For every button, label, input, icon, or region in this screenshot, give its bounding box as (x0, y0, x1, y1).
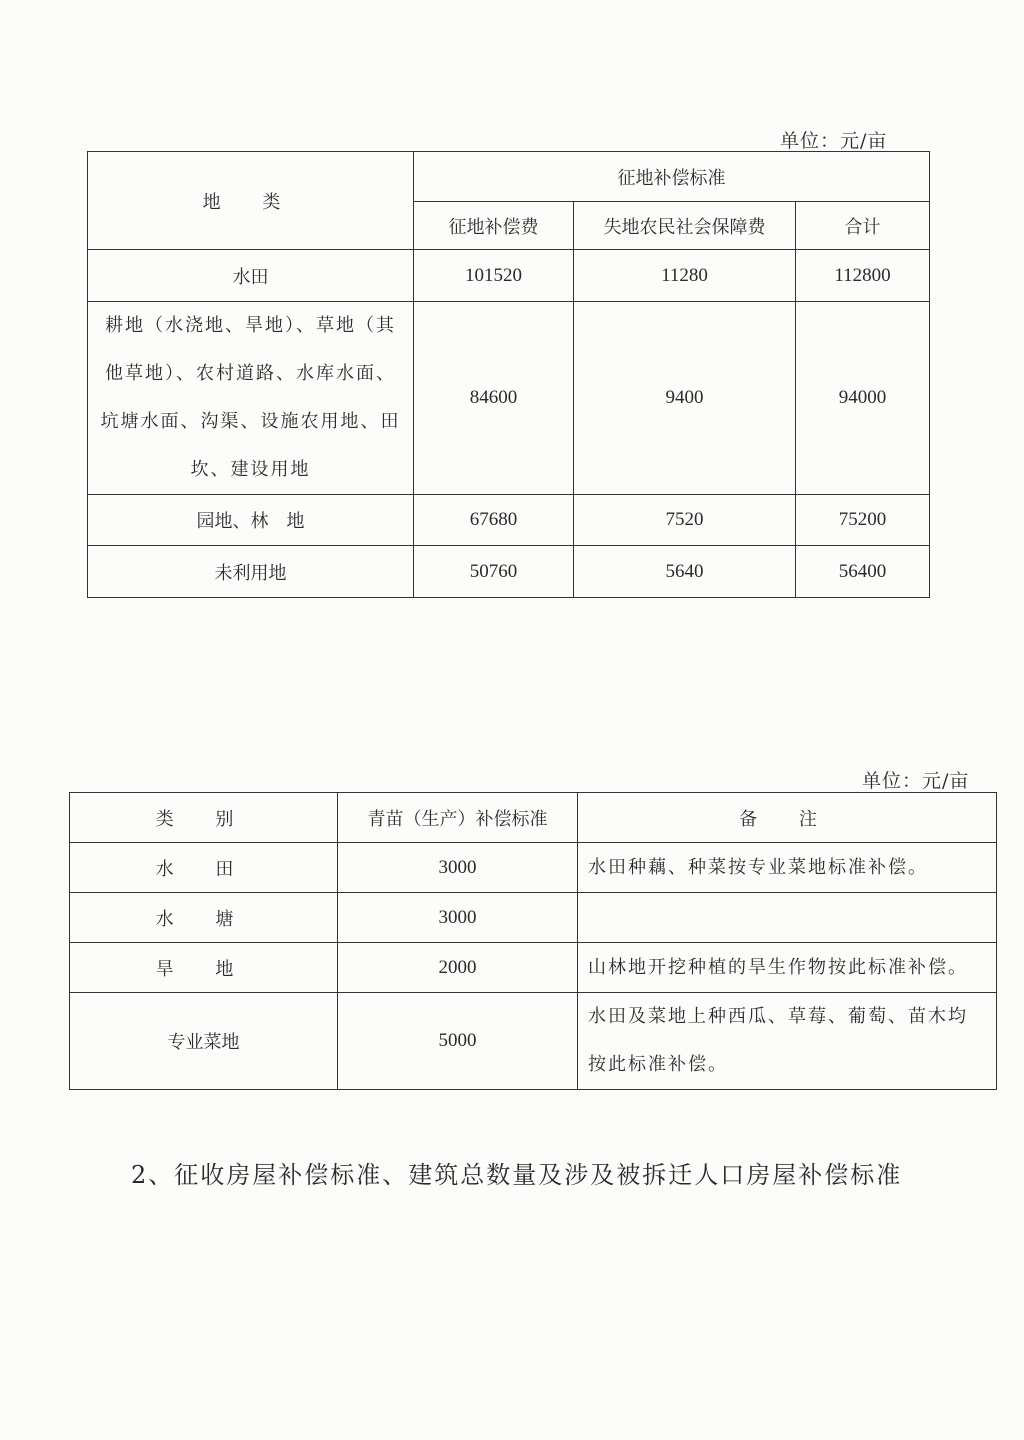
table-row (70, 993, 997, 1090)
crop-compensation-table (69, 792, 997, 1090)
remark-cell: 山林地开挖种植的旱生作物按此标准补偿。 (578, 943, 997, 993)
standard-cell: 3000 (338, 893, 578, 943)
remark-cell: 水田及菜地上种西瓜、草莓、葡萄、苗木均按此标准补偿。 (578, 993, 997, 1090)
table-row (88, 495, 930, 546)
section-heading: 2、征收房屋补偿标准、建筑总数量及涉及被拆迁人口房屋补偿标准 (131, 1161, 903, 1189)
category-cell: 旱 地 (70, 943, 338, 993)
header-remarks: 备 注 (578, 793, 997, 843)
table1-unit: 单位：元/亩 (780, 130, 888, 152)
table2-unit: 单位：元/亩 (862, 770, 970, 792)
total-cell: 94000 (796, 302, 930, 495)
landtype-cell: 耕地（水浇地、旱地）、草地（其他草地）、农村道路、水库水面、坑塘水面、沟渠、设施农用地、田坎、建设用地 (88, 302, 414, 495)
landtype-cell: 园地、林 地 (88, 495, 414, 546)
header-landtype: 地 类 (88, 152, 414, 250)
table-row (70, 893, 997, 943)
social-security-cell: 11280 (574, 250, 796, 302)
table-row (70, 843, 997, 893)
social-security-cell: 7520 (574, 495, 796, 546)
table-row (88, 250, 930, 302)
header-category: 类 别 (70, 793, 338, 843)
table-row (88, 302, 930, 495)
header-crop-standard: 青苗（生产）补偿标准 (338, 793, 578, 843)
header-total: 合计 (796, 202, 930, 250)
standard-cell: 2000 (338, 943, 578, 993)
standard-cell: 3000 (338, 843, 578, 893)
social-security-cell: 5640 (574, 546, 796, 598)
compensation-fee-cell: 50760 (414, 546, 574, 598)
header-social-security-fee: 失地农民社会保障费 (574, 202, 796, 250)
table-row (70, 943, 997, 993)
standard-cell: 5000 (338, 993, 578, 1090)
header-compensation-standard: 征地补偿标准 (414, 152, 930, 202)
landtype-cell: 水田 (88, 250, 414, 302)
compensation-fee-cell: 67680 (414, 495, 574, 546)
category-cell: 水 田 (70, 843, 338, 893)
total-cell: 56400 (796, 546, 930, 598)
social-security-cell: 9400 (574, 302, 796, 495)
header-compensation-fee: 征地补偿费 (414, 202, 574, 250)
category-cell: 水 塘 (70, 893, 338, 943)
landtype-cell: 未利用地 (88, 546, 414, 598)
category-cell: 专业菜地 (70, 993, 338, 1090)
land-compensation-table (87, 151, 930, 598)
remark-cell (578, 893, 997, 943)
total-cell: 112800 (796, 250, 930, 302)
total-cell: 75200 (796, 495, 930, 546)
compensation-fee-cell: 101520 (414, 250, 574, 302)
table-row (88, 546, 930, 598)
compensation-fee-cell: 84600 (414, 302, 574, 495)
remark-cell: 水田种藕、种菜按专业菜地标准补偿。 (578, 843, 997, 893)
